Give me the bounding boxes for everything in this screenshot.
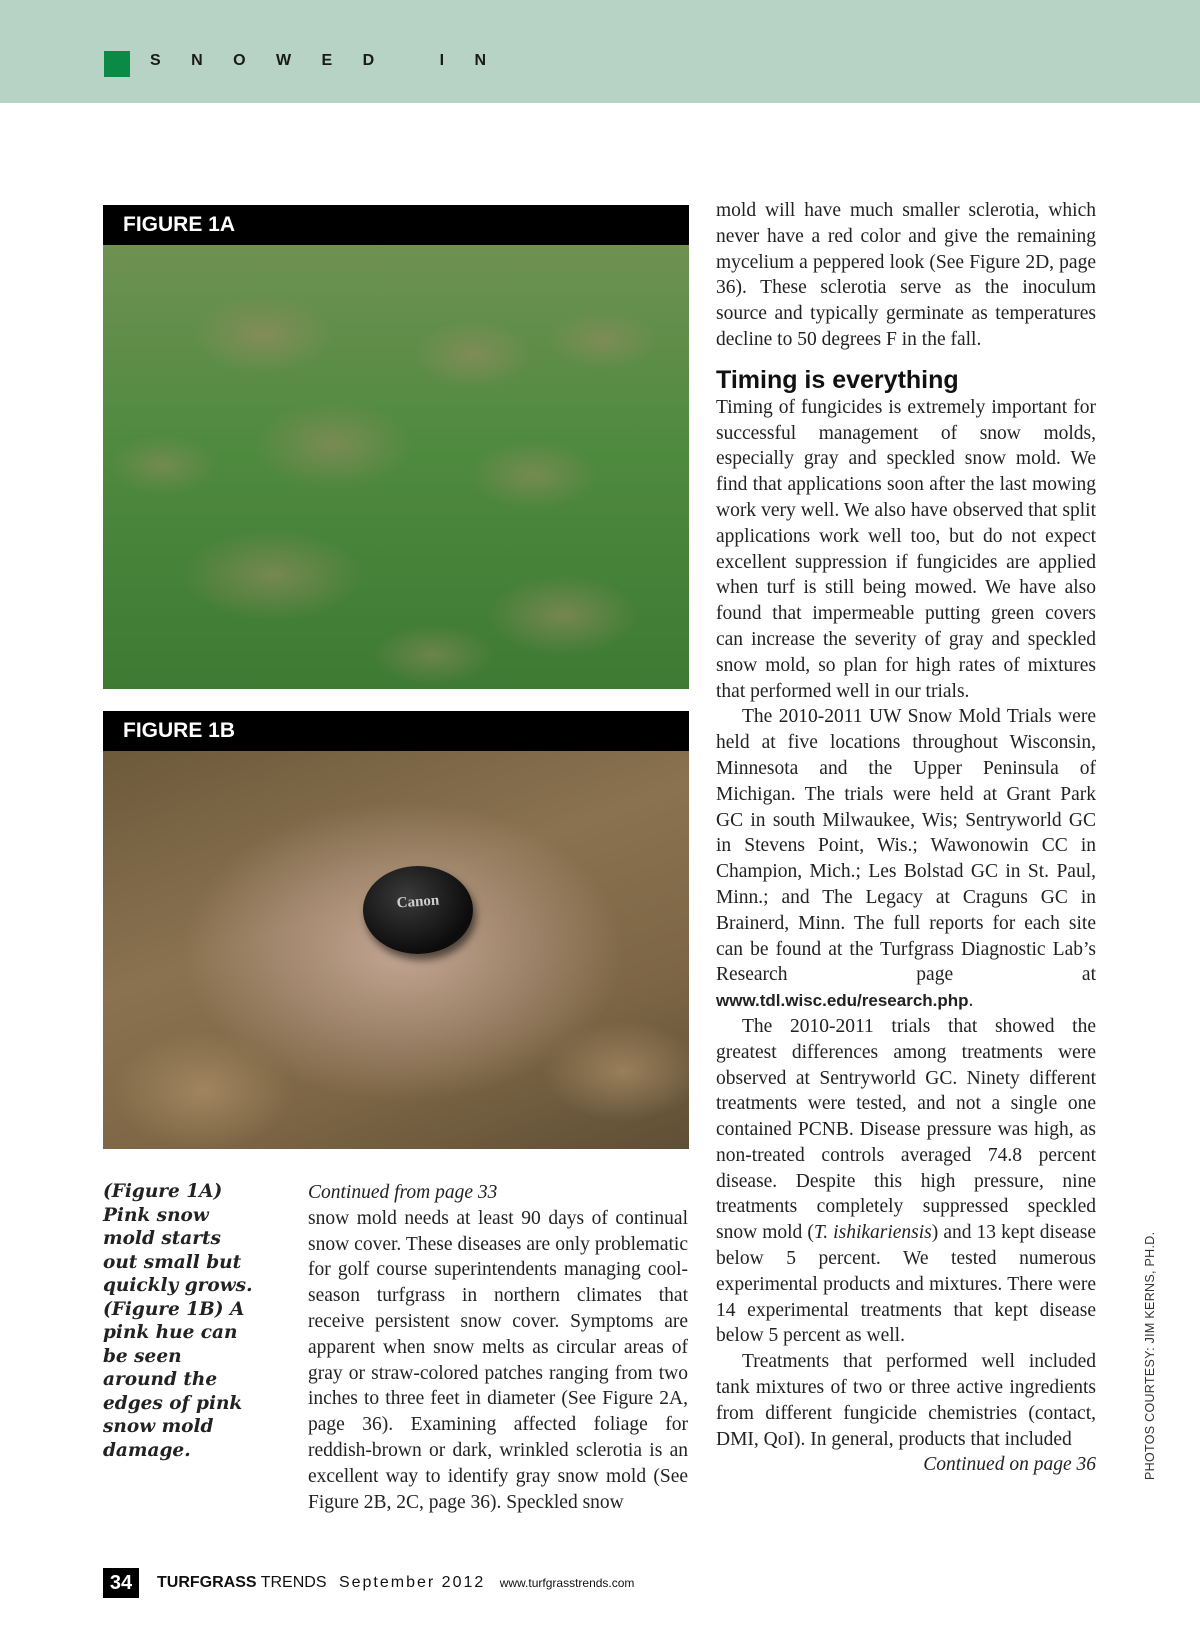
research-link[interactable]: www.tdl.wisc.edu/research.php — [716, 991, 969, 1011]
figure-1a-photo — [103, 245, 689, 689]
website-link[interactable]: www.turfgrasstrends.com — [499, 1576, 635, 1590]
lens-cap-brand: Canon — [396, 892, 440, 912]
intro-paragraph: mold will have much smaller sclerotia, which never have a red color and give the remaining mycelium a peppered look (See Figure 2D, page 36). These sclerotia serve as the inoculum source and typically germinate as temperatures decline to 50 degrees F in the fall. — [716, 200, 1096, 350]
paragraph-3-text-end: ) and 13 kept disease below 5 percent. We tested numerous experimental products and mixtures. There were 14 experimental treatments that kept disease below 5 percent as well. — [716, 1222, 1097, 1347]
publication-name-bold: TURFGRASS — [157, 1574, 257, 1591]
figure-caption: (Figure 1A) Pink snow mold starts out small but quickly grows. (Figure 1B) A pink hue can be seen around the edges of pink snow mold damage. — [103, 1181, 253, 1461]
figure-1a-label: FIGURE 1A — [103, 205, 689, 245]
continued-on: Continued on page 36 — [923, 1454, 1096, 1476]
subheading: Timing is everything — [716, 365, 959, 394]
paragraph-2: The 2010-2011 UW Snow Mold Trials were held at five locations throughout Wisconsin, Minnesota and the Upper Peninsula of Michigan. The trials were held at Grant Park GC in south Milwaukee, Wis; Sentryworld GC in Stevens Point, Wis.; Wawonowin CC in Champion, Mich.; Les Bolstad GC in St. Paul, Minn.; and The Legacy at Craguns GC in Brainerd, Minn. The full reports for each site can be found at the Turfgrass Diagnostic Lab’s Research page at www.tdl.wisc.edu/research.php. — [716, 706, 1096, 1012]
species-name: T. ishikariensis — [813, 1222, 932, 1244]
section-marker — [104, 51, 130, 77]
photo-credit — [1143, 1231, 1157, 1492]
footer — [103, 1568, 1103, 1598]
middle-column — [308, 1180, 688, 1515]
section-title: S N O W E D I N — [150, 52, 500, 69]
paragraph-2-text: The 2010-2011 UW Snow Mold Trials were held at five locations throughout Wisconsin, Minnesota and the Upper Peninsula of Michigan. The trials were held at Grant Park GC in south Milwaukee, Wis; Sentryworld GC in Stevens Point, Wis.; Wawonowin CC in Champion, Mich.; Les Bolstad GC in St. Paul, Minn.; and The Legacy at Craguns GC in Brainerd, Minn. The full reports for each site can be found at the Turfgrass Diagnostic Lab’s Research page at — [716, 706, 1096, 986]
lens-cap — [363, 866, 473, 954]
figure-1b-photo — [103, 751, 689, 1149]
continued-from: Continued from page 33 — [308, 1182, 498, 1203]
middle-paragraph: snow mold needs at least 90 days of continual snow cover. These diseases are only problematic for golf course superintendents managing cool-season turfgrass in northern climates that receive persistent snow cover. Symptoms are apparent when snow melts as circular areas of gray or straw-colored patches ranging from two inches to three feet in diameter (See Figure 2A, page 36). Examining affected foliage for reddish-brown or dark, wrinkled sclerotia is an excellent way to identify gray snow mold (See Figure 2B, 2C, page 36). Speckled snow — [308, 1207, 688, 1513]
photo-credit-text: PHOTOS COURTESY: JIM KERNS, PH.D. — [1143, 1231, 1157, 1480]
paragraph-3-text: The 2010-2011 trials that showed the greatest differences among treatments were observed at Sentryworld GC. Ninety different treatments were tested, and not a single one contained PCNB. Disease pressure was high, as non-treated controls averaged 74.8 percent disease. Despite this high pressure, nine treatments completely suppressed speckled snow mold ( — [716, 1015, 1096, 1244]
figure-1b-label: FIGURE 1B — [103, 711, 689, 751]
issue-date: September 2012 — [338, 1574, 486, 1591]
publication-name-rest: TRENDS — [260, 1574, 327, 1591]
paragraph-4: Treatments that performed well included tank mixtures of two or three active ingredients from different fungicide chemistries (contact, DMI, QoI). In general, products that included — [716, 1351, 1096, 1450]
right-column — [716, 198, 1096, 1478]
paragraph-1: Timing of fungicides is extremely important for successful management of snow molds, especially gray and speckled snow mold. We find that applications soon after the last mowing work very well. We also have observed that split applications work well too, but do not expect excellent suppression if fungicides are applied when turf is still being mowed. We have also found that impermeable putting green covers can increase the severity of gray and speckled snow mold, so plan for high rates of mixtures that performed well in our trials. — [716, 396, 1096, 702]
page-number: 34 — [103, 1568, 139, 1598]
paragraph-3 — [716, 1014, 1096, 1349]
publication-info — [157, 1574, 634, 1592]
